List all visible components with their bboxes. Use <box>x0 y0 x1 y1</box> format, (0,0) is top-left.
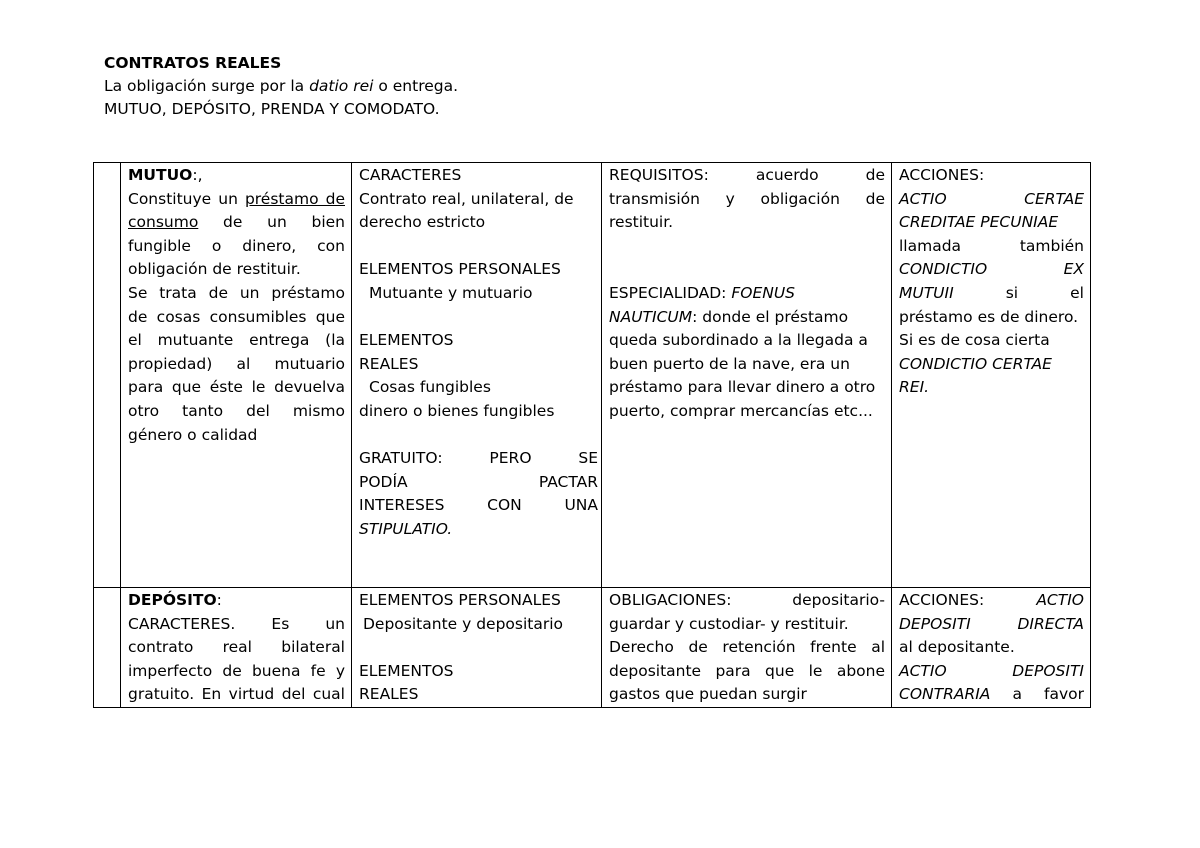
table-row-deposito <box>94 588 1091 708</box>
mutuo-actions-cell: ACCIONES: ACTIO CERTAE CREDITAE PECUNIAE llamada también CONDICTIO EX MUTUII si el préstamo es de dinero. Si es de cosa cierta CONDICTIO CERTAE REI. <box>892 163 1091 588</box>
contracts-list-line: MUTUO, DEPÓSITO, PRENDA Y COMODATO. <box>104 100 440 118</box>
intro-line: La obligación surge por la datio rei o entrega. <box>104 77 459 95</box>
deposito-title: DEPÓSITO <box>128 591 217 609</box>
deposito-obligations-cell: OBLIGACIONES: depositario- guardar y custodiar- y restituir. Derecho de retención frente al depositante para que le abone gastos que puedan surgir <box>602 588 892 708</box>
deposito-elements-cell: ELEMENTOS PERSONALES Depositante y depositario ELEMENTOS REALES <box>352 588 602 708</box>
table-row-mutuo <box>94 163 1091 588</box>
document-title: CONTRATOS REALES <box>104 54 282 72</box>
mutuo-definition-cell: MUTUO:, Constituye un préstamo de consumo de un bien fungible o dinero, con obligación de restituir. Se trata de un préstamo de cosas consumibles que el mutuante entrega (la propiedad) al mutuario para que éste le devuelva otro tanto del mismo género o calidad <box>121 163 352 588</box>
deposito-definition-cell: DEPÓSITO: CARACTERES. Es un contrato real bilateral imperfecto de buena fe y gratuito. En virtud del cual <box>121 588 352 708</box>
row-margin-cell <box>94 588 121 708</box>
deposito-actions-cell: ACCIONES: ACTIO DEPOSITI DIRECTA al depositante. ACTIO DEPOSITI CONTRARIA a favor <box>892 588 1091 708</box>
contracts-table <box>93 162 1091 708</box>
row-margin-cell <box>94 163 121 588</box>
document-header <box>104 52 458 121</box>
mutuo-title: MUTUO <box>128 166 193 184</box>
mutuo-requirements-cell: REQUISITOS: acuerdo de transmisión y obligación de restituir. ESPECIALIDAD: FOENUS NAUTICUM: donde el préstamo queda subordinado a la llegada a buen puerto de la nave, era un préstamo para llevar dinero a otro puerto, comprar mercancías etc... <box>602 163 892 588</box>
mutuo-elements-cell: CARACTERES Contrato real, unilateral, de derecho estricto ELEMENTOS PERSONALES Mutuante y mutuario ELEMENTOS REALES Cosas fungibles dinero o bienes fungibles GRATUITO: PERO SE PODÍA PACTAR INTERESES CON UNA STIPULATIO. <box>352 163 602 588</box>
